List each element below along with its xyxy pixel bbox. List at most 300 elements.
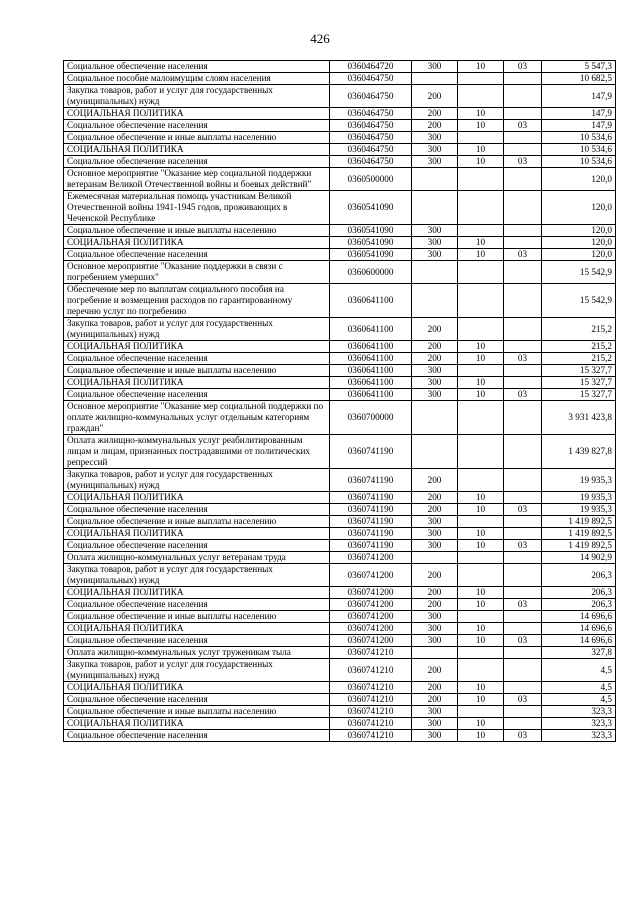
target-code-cell: 0360741190: [330, 504, 412, 516]
table-row: [64, 61, 616, 73]
item-name-cell: СОЦИАЛЬНАЯ ПОЛИТИКА: [64, 682, 330, 694]
expense-type-cell: 300: [412, 237, 458, 249]
section-cell: 10: [458, 120, 504, 132]
target-code-cell: 0360741210: [330, 694, 412, 706]
table-row: [64, 516, 616, 528]
subsection-cell: [504, 564, 542, 587]
subsection-cell: 03: [504, 156, 542, 168]
item-name-cell: СОЦИАЛЬНАЯ ПОЛИТИКА: [64, 528, 330, 540]
subsection-cell: [504, 587, 542, 599]
item-name-cell: СОЦИАЛЬНАЯ ПОЛИТИКА: [64, 623, 330, 635]
subsection-cell: [504, 516, 542, 528]
section-cell: [458, 365, 504, 377]
expense-type-cell: [412, 401, 458, 435]
expense-type-cell: 300: [412, 730, 458, 742]
expense-type-cell: 300: [412, 540, 458, 552]
table-row: [64, 564, 616, 587]
table-row: [64, 132, 616, 144]
amount-cell: 147,9: [542, 85, 616, 108]
target-code-cell: 0360741210: [330, 730, 412, 742]
amount-cell: 3 931 423,8: [542, 401, 616, 435]
amount-cell: 14 696,6: [542, 611, 616, 623]
item-name-cell: СОЦИАЛЬНАЯ ПОЛИТИКА: [64, 587, 330, 599]
item-name-cell: Социальное обеспечение населения: [64, 353, 330, 365]
item-name-cell: Социальное обеспечение населения: [64, 635, 330, 647]
item-name-cell: Социальное обеспечение и иные выплаты населению: [64, 225, 330, 237]
table-row: [64, 552, 616, 564]
amount-cell: 14 696,6: [542, 635, 616, 647]
target-code-cell: 0360741210: [330, 706, 412, 718]
table-row: [64, 469, 616, 492]
subsection-cell: [504, 377, 542, 389]
amount-cell: 147,9: [542, 120, 616, 132]
item-name-cell: СОЦИАЛЬНАЯ ПОЛИТИКА: [64, 108, 330, 120]
target-code-cell: 0360464750: [330, 132, 412, 144]
table-row: [64, 504, 616, 516]
table-row: [64, 730, 616, 742]
section-cell: [458, 284, 504, 318]
table-row: [64, 284, 616, 318]
item-name-cell: Социальное обеспечение населения: [64, 156, 330, 168]
section-cell: 10: [458, 144, 504, 156]
target-code-cell: 0360464750: [330, 85, 412, 108]
amount-cell: 10 534,6: [542, 144, 616, 156]
section-cell: 10: [458, 389, 504, 401]
expense-type-cell: 200: [412, 353, 458, 365]
expense-type-cell: 300: [412, 61, 458, 73]
subsection-cell: 03: [504, 389, 542, 401]
subsection-cell: 03: [504, 599, 542, 611]
expense-type-cell: [412, 191, 458, 225]
item-name-cell: Обеспечение мер по выплатам социального пособия на погребение и возмещения расходов по гарантированному перечню услуг по погребению: [64, 284, 330, 318]
expense-type-cell: 200: [412, 120, 458, 132]
section-cell: 10: [458, 377, 504, 389]
section-cell: 10: [458, 694, 504, 706]
item-name-cell: Социальное обеспечение населения: [64, 504, 330, 516]
table-row: [64, 341, 616, 353]
expense-type-cell: [412, 284, 458, 318]
subsection-cell: [504, 365, 542, 377]
item-name-cell: Социальное пособие малоимущим слоям населения: [64, 73, 330, 85]
item-name-cell: Оплата жилищно-коммунальных услуг реабилитированным лицам и лицам, признанных пострадавшими от политических репрессий: [64, 435, 330, 469]
table-row: [64, 73, 616, 85]
expense-type-cell: 300: [412, 611, 458, 623]
target-code-cell: 0360600000: [330, 261, 412, 284]
target-code-cell: 0360641100: [330, 318, 412, 341]
amount-cell: 206,3: [542, 599, 616, 611]
target-code-cell: 0360541090: [330, 191, 412, 225]
section-cell: 10: [458, 540, 504, 552]
section-cell: [458, 659, 504, 682]
target-code-cell: 0360741190: [330, 435, 412, 469]
subsection-cell: 03: [504, 504, 542, 516]
subsection-cell: [504, 435, 542, 469]
item-name-cell: Закупка товаров, работ и услуг для государственных (муниципальных) нужд: [64, 564, 330, 587]
expense-type-cell: 200: [412, 682, 458, 694]
subsection-cell: [504, 73, 542, 85]
target-code-cell: 0360641100: [330, 365, 412, 377]
target-code-cell: 0360641100: [330, 377, 412, 389]
target-code-cell: 0360741190: [330, 469, 412, 492]
section-cell: 10: [458, 492, 504, 504]
section-cell: [458, 469, 504, 492]
item-name-cell: Социальное обеспечение и иные выплаты населению: [64, 611, 330, 623]
expense-type-cell: 200: [412, 469, 458, 492]
section-cell: 10: [458, 623, 504, 635]
subsection-cell: [504, 191, 542, 225]
amount-cell: 10 534,6: [542, 132, 616, 144]
amount-cell: 215,2: [542, 341, 616, 353]
subsection-cell: 03: [504, 249, 542, 261]
amount-cell: 120,0: [542, 249, 616, 261]
item-name-cell: Социальное обеспечение и иные выплаты населению: [64, 132, 330, 144]
table-row: [64, 156, 616, 168]
subsection-cell: [504, 261, 542, 284]
table-row: [64, 623, 616, 635]
amount-cell: 120,0: [542, 225, 616, 237]
budget-table-body: [64, 61, 616, 742]
item-name-cell: Основное мероприятие "Оказание мер социальной поддержки по оплате жилищно-коммунальных услуг отдельным категориям граждан": [64, 401, 330, 435]
target-code-cell: 0360741210: [330, 718, 412, 730]
amount-cell: 215,2: [542, 353, 616, 365]
item-name-cell: СОЦИАЛЬНАЯ ПОЛИТИКА: [64, 341, 330, 353]
section-cell: 10: [458, 504, 504, 516]
table-row: [64, 611, 616, 623]
target-code-cell: 0360741200: [330, 611, 412, 623]
target-code-cell: 0360741210: [330, 647, 412, 659]
section-cell: [458, 318, 504, 341]
item-name-cell: Социальное обеспечение населения: [64, 730, 330, 742]
section-cell: [458, 73, 504, 85]
section-cell: 10: [458, 599, 504, 611]
item-name-cell: СОЦИАЛЬНАЯ ПОЛИТИКА: [64, 492, 330, 504]
expense-type-cell: 200: [412, 694, 458, 706]
table-row: [64, 249, 616, 261]
subsection-cell: 03: [504, 635, 542, 647]
table-row: [64, 706, 616, 718]
table-row: [64, 85, 616, 108]
subsection-cell: [504, 168, 542, 191]
amount-cell: 323,3: [542, 706, 616, 718]
target-code-cell: 0360741200: [330, 587, 412, 599]
item-name-cell: Социальное обеспечение населения: [64, 694, 330, 706]
amount-cell: 15 542,9: [542, 261, 616, 284]
page-number: 426: [310, 31, 330, 46]
expense-type-cell: 300: [412, 377, 458, 389]
expense-type-cell: 300: [412, 156, 458, 168]
item-name-cell: Основное мероприятие "Оказание поддержки в связи с погребением умерших": [64, 261, 330, 284]
amount-cell: 4,5: [542, 694, 616, 706]
table-row: [64, 599, 616, 611]
target-code-cell: 0360541090: [330, 237, 412, 249]
table-row: [64, 318, 616, 341]
expense-type-cell: 300: [412, 718, 458, 730]
target-code-cell: 0360541090: [330, 249, 412, 261]
expense-type-cell: 300: [412, 528, 458, 540]
subsection-cell: [504, 611, 542, 623]
target-code-cell: 0360464750: [330, 144, 412, 156]
target-code-cell: 0360641100: [330, 284, 412, 318]
amount-cell: 19 935,3: [542, 492, 616, 504]
item-name-cell: Закупка товаров, работ и услуг для государственных (муниципальных) нужд: [64, 659, 330, 682]
table-row: [64, 168, 616, 191]
item-name-cell: Основное мероприятие "Оказание мер социальной поддержки ветеранам Великой Отечественной войны и боевых действий": [64, 168, 330, 191]
expense-type-cell: 200: [412, 504, 458, 516]
item-name-cell: Социальное обеспечение населения: [64, 540, 330, 552]
target-code-cell: 0360641100: [330, 353, 412, 365]
table-row: [64, 377, 616, 389]
target-code-cell: 0360641100: [330, 341, 412, 353]
expense-type-cell: 300: [412, 389, 458, 401]
table-row: [64, 492, 616, 504]
item-name-cell: Оплата жилищно-коммунальных услуг труженикам тыла: [64, 647, 330, 659]
section-cell: [458, 516, 504, 528]
section-cell: [458, 401, 504, 435]
item-name-cell: Социальное обеспечение и иные выплаты населению: [64, 365, 330, 377]
target-code-cell: 0360741190: [330, 540, 412, 552]
table-row: [64, 108, 616, 120]
amount-cell: 120,0: [542, 237, 616, 249]
amount-cell: 10 534,6: [542, 156, 616, 168]
expense-type-cell: [412, 168, 458, 191]
subsection-cell: [504, 718, 542, 730]
section-cell: [458, 706, 504, 718]
expense-type-cell: 200: [412, 564, 458, 587]
subsection-cell: [504, 492, 542, 504]
item-name-cell: СОЦИАЛЬНАЯ ПОЛИТИКА: [64, 718, 330, 730]
amount-cell: 323,3: [542, 718, 616, 730]
item-name-cell: Закупка товаров, работ и услуг для государственных (муниципальных) нужд: [64, 469, 330, 492]
subsection-cell: 03: [504, 694, 542, 706]
amount-cell: 215,2: [542, 318, 616, 341]
target-code-cell: 0360741200: [330, 564, 412, 587]
table-row: [64, 261, 616, 284]
expense-type-cell: 200: [412, 599, 458, 611]
expense-type-cell: 200: [412, 492, 458, 504]
target-code-cell: 0360741210: [330, 659, 412, 682]
amount-cell: 1 439 827,8: [542, 435, 616, 469]
expense-type-cell: [412, 261, 458, 284]
expense-type-cell: 200: [412, 587, 458, 599]
subsection-cell: [504, 706, 542, 718]
subsection-cell: [504, 469, 542, 492]
target-code-cell: 0360741200: [330, 599, 412, 611]
amount-cell: 14 696,6: [542, 623, 616, 635]
expense-type-cell: [412, 552, 458, 564]
subsection-cell: [504, 647, 542, 659]
table-row: [64, 635, 616, 647]
table-row: [64, 718, 616, 730]
section-cell: 10: [458, 682, 504, 694]
subsection-cell: [504, 318, 542, 341]
section-cell: 10: [458, 353, 504, 365]
section-cell: 10: [458, 528, 504, 540]
target-code-cell: 0360700000: [330, 401, 412, 435]
item-name-cell: СОЦИАЛЬНАЯ ПОЛИТИКА: [64, 377, 330, 389]
section-cell: [458, 85, 504, 108]
item-name-cell: Закупка товаров, работ и услуг для государственных (муниципальных) нужд: [64, 318, 330, 341]
table-row: [64, 647, 616, 659]
target-code-cell: 0360464750: [330, 156, 412, 168]
subsection-cell: [504, 85, 542, 108]
table-row: [64, 120, 616, 132]
amount-cell: 4,5: [542, 659, 616, 682]
section-cell: [458, 552, 504, 564]
amount-cell: 327,8: [542, 647, 616, 659]
table-row: [64, 694, 616, 706]
amount-cell: 206,3: [542, 587, 616, 599]
table-row: [64, 540, 616, 552]
amount-cell: 19 935,3: [542, 504, 616, 516]
expense-type-cell: 300: [412, 249, 458, 261]
item-name-cell: Социальное обеспечение населения: [64, 120, 330, 132]
expense-type-cell: 300: [412, 365, 458, 377]
budget-table: [63, 60, 616, 742]
section-cell: [458, 191, 504, 225]
target-code-cell: 0360741190: [330, 492, 412, 504]
subsection-cell: 03: [504, 540, 542, 552]
section-cell: 10: [458, 635, 504, 647]
item-name-cell: СОЦИАЛЬНАЯ ПОЛИТИКА: [64, 144, 330, 156]
amount-cell: 323,3: [542, 730, 616, 742]
section-cell: [458, 647, 504, 659]
amount-cell: 1 419 892,5: [542, 528, 616, 540]
section-cell: 10: [458, 61, 504, 73]
subsection-cell: [504, 401, 542, 435]
table-row: [64, 144, 616, 156]
table-row: [64, 528, 616, 540]
target-code-cell: 0360741200: [330, 552, 412, 564]
table-row: [64, 389, 616, 401]
amount-cell: 14 902,9: [542, 552, 616, 564]
subsection-cell: [504, 552, 542, 564]
expense-type-cell: [412, 647, 458, 659]
amount-cell: 15 327,7: [542, 365, 616, 377]
amount-cell: 120,0: [542, 168, 616, 191]
subsection-cell: 03: [504, 353, 542, 365]
target-code-cell: 0360464750: [330, 108, 412, 120]
subsection-cell: 03: [504, 730, 542, 742]
expense-type-cell: 300: [412, 144, 458, 156]
subsection-cell: [504, 623, 542, 635]
expense-type-cell: 300: [412, 132, 458, 144]
section-cell: 10: [458, 718, 504, 730]
table-row: [64, 237, 616, 249]
item-name-cell: Социальное обеспечение населения: [64, 599, 330, 611]
expense-type-cell: 200: [412, 108, 458, 120]
target-code-cell: 0360641100: [330, 389, 412, 401]
item-name-cell: Закупка товаров, работ и услуг для государственных (муниципальных) нужд: [64, 85, 330, 108]
expense-type-cell: 200: [412, 659, 458, 682]
item-name-cell: Социальное обеспечение населения: [64, 249, 330, 261]
amount-cell: 5 547,3: [542, 61, 616, 73]
amount-cell: 147,9: [542, 108, 616, 120]
amount-cell: 120,0: [542, 191, 616, 225]
section-cell: [458, 225, 504, 237]
amount-cell: 19 935,3: [542, 469, 616, 492]
section-cell: [458, 611, 504, 623]
amount-cell: 4,5: [542, 682, 616, 694]
target-code-cell: 0360741190: [330, 528, 412, 540]
section-cell: 10: [458, 156, 504, 168]
subsection-cell: [504, 341, 542, 353]
section-cell: 10: [458, 108, 504, 120]
section-cell: [458, 168, 504, 191]
target-code-cell: 0360541090: [330, 225, 412, 237]
table-row: [64, 353, 616, 365]
expense-type-cell: 200: [412, 318, 458, 341]
table-row: [64, 587, 616, 599]
subsection-cell: 03: [504, 120, 542, 132]
section-cell: 10: [458, 237, 504, 249]
amount-cell: 10 682,5: [542, 73, 616, 85]
amount-cell: 15 327,7: [542, 377, 616, 389]
expense-type-cell: [412, 73, 458, 85]
section-cell: [458, 132, 504, 144]
subsection-cell: [504, 132, 542, 144]
expense-type-cell: [412, 435, 458, 469]
item-name-cell: Оплата жилищно-коммунальных услуг ветеранам труда: [64, 552, 330, 564]
amount-cell: 206,3: [542, 564, 616, 587]
table-row: [64, 401, 616, 435]
section-cell: 10: [458, 587, 504, 599]
item-name-cell: Социальное обеспечение населения: [64, 61, 330, 73]
subsection-cell: [504, 284, 542, 318]
subsection-cell: [504, 528, 542, 540]
table-row: [64, 682, 616, 694]
section-cell: [458, 261, 504, 284]
amount-cell: 15 327,7: [542, 389, 616, 401]
item-name-cell: Ежемесячная материальная помощь участникам Великой Отечественной войны 1941-1945 годов, проживающих в Чеченской Республике: [64, 191, 330, 225]
subsection-cell: [504, 659, 542, 682]
section-cell: [458, 435, 504, 469]
table-row: [64, 435, 616, 469]
target-code-cell: 0360464750: [330, 120, 412, 132]
target-code-cell: 0360741200: [330, 623, 412, 635]
subsection-cell: [504, 144, 542, 156]
table-row: [64, 225, 616, 237]
target-code-cell: 0360464750: [330, 73, 412, 85]
item-name-cell: СОЦИАЛЬНАЯ ПОЛИТИКА: [64, 237, 330, 249]
target-code-cell: 0360741210: [330, 682, 412, 694]
subsection-cell: [504, 108, 542, 120]
section-cell: [458, 564, 504, 587]
amount-cell: 1 419 892,5: [542, 540, 616, 552]
subsection-cell: [504, 682, 542, 694]
table-row: [64, 659, 616, 682]
item-name-cell: Социальное обеспечение и иные выплаты населению: [64, 706, 330, 718]
section-cell: 10: [458, 341, 504, 353]
subsection-cell: [504, 225, 542, 237]
target-code-cell: 0360741190: [330, 516, 412, 528]
target-code-cell: 0360741200: [330, 635, 412, 647]
subsection-cell: [504, 237, 542, 249]
target-code-cell: 0360500000: [330, 168, 412, 191]
expense-type-cell: 300: [412, 706, 458, 718]
amount-cell: 15 542,9: [542, 284, 616, 318]
expense-type-cell: 300: [412, 225, 458, 237]
expense-type-cell: 300: [412, 516, 458, 528]
subsection-cell: 03: [504, 61, 542, 73]
expense-type-cell: 300: [412, 623, 458, 635]
expense-type-cell: 200: [412, 85, 458, 108]
target-code-cell: 0360464720: [330, 61, 412, 73]
section-cell: 10: [458, 730, 504, 742]
amount-cell: 1 419 892,5: [542, 516, 616, 528]
table-row: [64, 191, 616, 225]
expense-type-cell: 200: [412, 341, 458, 353]
expense-type-cell: 300: [412, 635, 458, 647]
